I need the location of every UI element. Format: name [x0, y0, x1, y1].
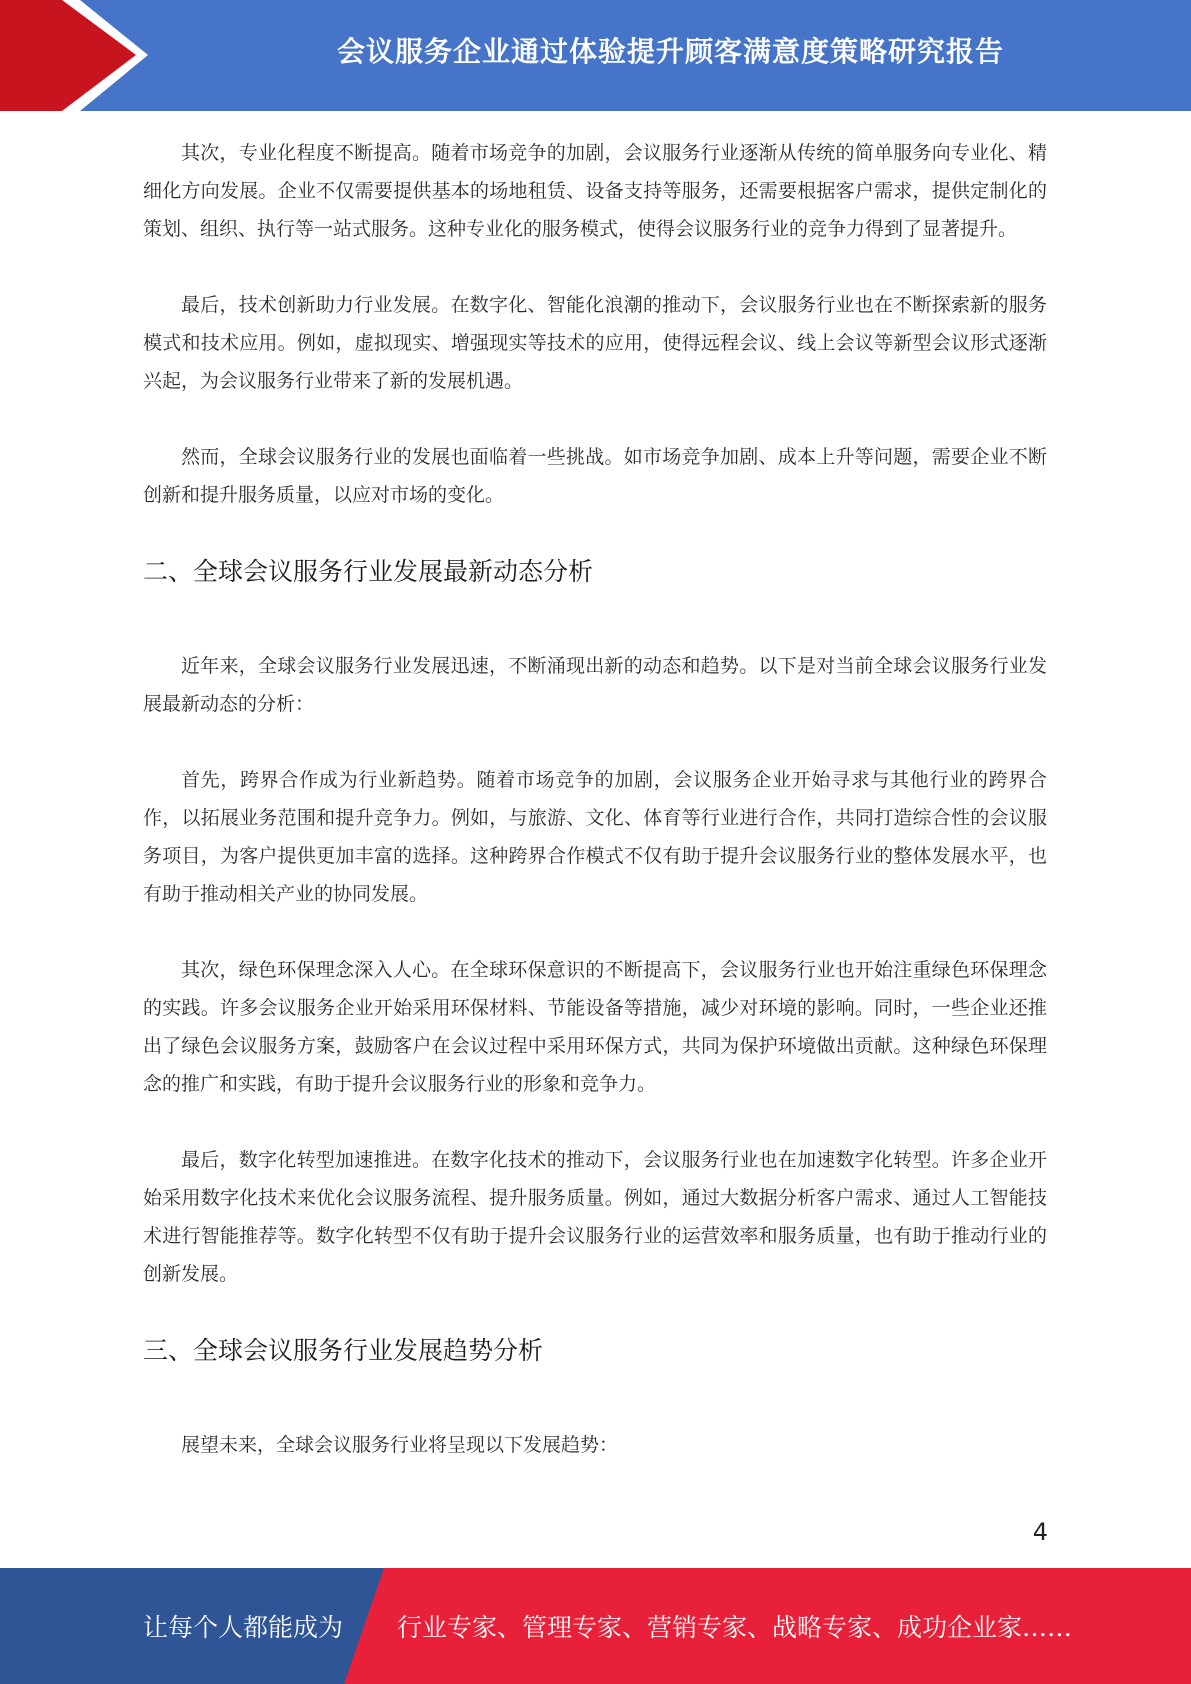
header-chevron-decoration: [0, 0, 150, 111]
document-body: [143, 134, 1047, 1502]
body-paragraph: 其次，专业化程度不断提高。随着市场竞争的加剧，会议服务行业逐渐从传统的简单服务向专业化、精细化方向发展。企业不仅需要提供基本的场地租赁、设备支持等服务，还需要根据客户需求，提供定制化的策划、组织、执行等一站式服务。这种专业化的服务模式，使得会议服务行业的竞争力得到了显著提升。: [143, 142, 1047, 240]
document-title: 会议服务企业通过体验提升顾客满意度策略研究报告: [336, 35, 1004, 68]
section-heading: 二、全球会议服务行业发展最新动态分析: [143, 557, 594, 586]
body-paragraph: 首先，跨界合作成为行业新趋势。随着市场竞争的加剧，会议服务企业开始寻求与其他行业的跨界合作，以拓展业务范围和提升竞争力。例如，与旅游、文化、体育等行业进行合作，共同打造综合性的会议服务项目，为客户提供更加丰富的选择。这种跨界合作模式不仅有助于提升会议服务行业的整体发展水平，也有助于推动相关产业的协同发展。: [143, 769, 1047, 905]
body-paragraph: 近年来，全球会议服务行业发展迅速，不断涌现出新的动态和趋势。以下是对当前全球会议服务行业发展最新动态的分析：: [143, 655, 1047, 715]
footer-slogan-left: 让每个人都能成为: [143, 1613, 344, 1642]
page-number: 4: [1032, 1518, 1048, 1546]
body-paragraph: 然而，全球会议服务行业的发展也面临着一些挑战。如市场竞争加剧、成本上升等问题，需要企业不断创新和提升服务质量，以应对市场的变化。: [143, 446, 1047, 506]
body-paragraph: 最后，数字化转型加速推进。在数字化技术的推动下，会议服务行业也在加速数字化转型。许多企业开始采用数字化技术来优化会议服务流程、提升服务质量。例如，通过大数据分析客户需求、通过人工智能技术进行智能推荐等。数字化转型不仅有助于提升会议服务行业的运营效率和服务质量，也有助于推动行业的创新发展。: [143, 1149, 1047, 1285]
body-paragraph: 其次，绿色环保理念深入人心。在全球环保意识的不断提高下，会议服务行业也开始注重绿色环保理念的实践。许多会议服务企业开始采用环保材料、节能设备等措施，减少对环境的影响。同时，一些企业还推出了绿色会议服务方案，鼓励客户在会议过程中采用环保方式，共同为保护环境做出贡献。这种绿色环保理念的推广和实践，有助于提升会议服务行业的形象和竞争力。: [143, 959, 1047, 1095]
body-paragraph: 展望未来，全球会议服务行业将呈现以下发展趋势：: [181, 1434, 619, 1456]
page-header: [0, 0, 1191, 111]
section-heading: 三、全球会议服务行业发展趋势分析: [143, 1336, 544, 1365]
footer-slogan-right: 行业专家、管理专家、营销专家、战略专家、成功企业家……: [397, 1613, 1073, 1642]
page-footer: [0, 1568, 1191, 1684]
body-paragraph: 最后，技术创新助力行业发展。在数字化、智能化浪潮的推动下，会议服务行业也在不断探索新的服务模式和技术应用。例如，虚拟现实、增强现实等技术的应用，使得远程会议、线上会议等新型会议形式逐渐兴起，为会议服务行业带来了新的发展机遇。: [143, 294, 1047, 392]
